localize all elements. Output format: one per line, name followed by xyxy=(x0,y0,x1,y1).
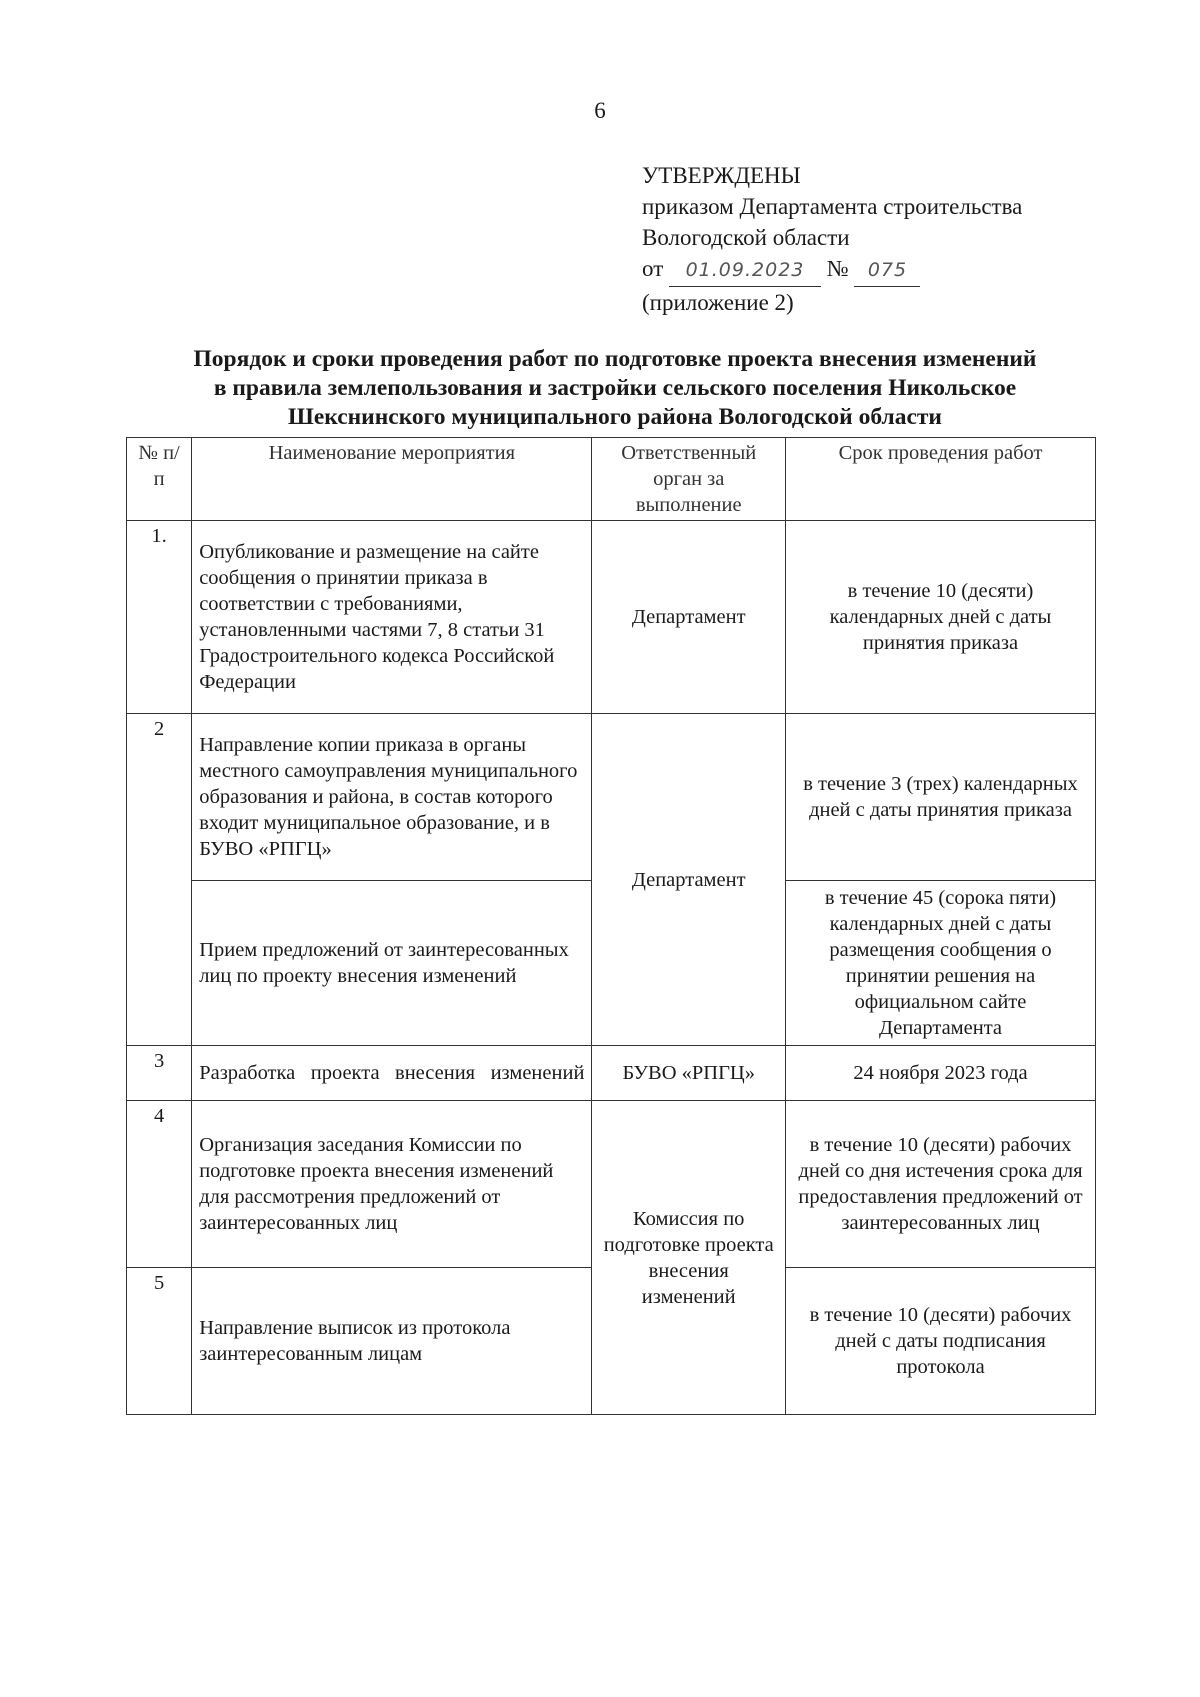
number-prefix: № xyxy=(826,256,849,281)
table-row xyxy=(127,1046,1096,1101)
date-prefix: от xyxy=(642,256,664,281)
row-term: 24 ноября 2023 года xyxy=(786,1046,1096,1101)
row-org: БУВО «РПГЦ» xyxy=(592,1046,786,1101)
row-term: в течение 3 (трех) календарных дней с даты принятия приказа xyxy=(786,714,1096,881)
approval-line-region: Вологодской области xyxy=(642,225,850,250)
row-term: в течение 10 (десяти) календарных дней с даты принятия приказа xyxy=(786,521,1096,714)
row-name: Организация заседания Комиссии по подготовке проекта внесения изменений для рассмотрения предложений от заинтересованных лиц xyxy=(192,1101,592,1268)
approval-heading: УТВЕРЖДЕНЫ xyxy=(642,163,801,188)
row-term: в течение 10 (десяти) рабочих дней с даты подписания протокола xyxy=(786,1268,1096,1415)
appendix-label: (приложение 2) xyxy=(642,290,794,315)
row-num: 2 xyxy=(127,714,192,1046)
row-name: Опубликование и размещение на сайте сообщения о принятии приказа в соответствии с требованиями, установленными частями 7, 8 статьи 31 Градостроительного кодекса Российской Федерации xyxy=(192,521,592,714)
document-title xyxy=(110,345,1120,432)
row-num: 1. xyxy=(127,521,192,714)
approval-date-line xyxy=(642,253,1022,287)
row-num: 3 xyxy=(127,1046,192,1101)
table-header-row xyxy=(127,438,1096,521)
row-term: в течение 10 (десяти) рабочих дней со дня истечения срока для предоставления предложений от заинтересованных лиц xyxy=(786,1101,1096,1268)
header-org: Ответственный орган за выполнение xyxy=(592,438,786,521)
row-name: Разработка проекта внесения изменений xyxy=(192,1046,592,1101)
header-term: Срок проведения работ xyxy=(786,438,1096,521)
table-row xyxy=(127,521,1096,714)
row-name: Прием предложений от заинтересованных лиц по проекту внесения изменений xyxy=(192,881,592,1046)
handwritten-date: 01.09.2023 xyxy=(669,255,821,287)
row-org: Департамент xyxy=(592,521,786,714)
title-line-1: Порядок и сроки проведения работ по подготовке проекта внесения изменений xyxy=(193,346,1037,372)
row-num: 4 xyxy=(127,1101,192,1268)
approval-stamp xyxy=(642,160,1022,318)
row-term: в течение 45 (сорока пяти) календарных дней с даты размещения сообщения о принятии решения на официальном сайте Департамента xyxy=(786,881,1096,1046)
table-row xyxy=(127,714,1096,881)
schedule-table xyxy=(126,437,1096,1415)
header-name: Наименование мероприятия xyxy=(192,438,592,521)
page-number: 6 xyxy=(594,98,606,123)
handwritten-number: 075 xyxy=(854,255,920,287)
row-name: Направление копии приказа в органы местного самоуправления муниципального образования и района, в состав которого входит муниципальное образование, и в БУВО «РПГЦ» xyxy=(192,714,592,881)
header-num: № п/п xyxy=(127,438,192,521)
table-row xyxy=(127,1101,1096,1268)
title-line-2: в правила землепользования и застройки сельского поселения Никольское xyxy=(213,375,1017,401)
row-org: Департамент xyxy=(592,714,786,1046)
title-line-3: Шекснинского муниципального района Вологодской области xyxy=(288,404,942,430)
row-name: Направление выписок из протокола заинтересованным лицам xyxy=(192,1268,592,1415)
row-org: Комиссия по подготовке проекта внесения изменений xyxy=(592,1101,786,1415)
approval-line-order: приказом Департамента строительства xyxy=(642,194,1023,219)
row-num: 5 xyxy=(127,1268,192,1415)
